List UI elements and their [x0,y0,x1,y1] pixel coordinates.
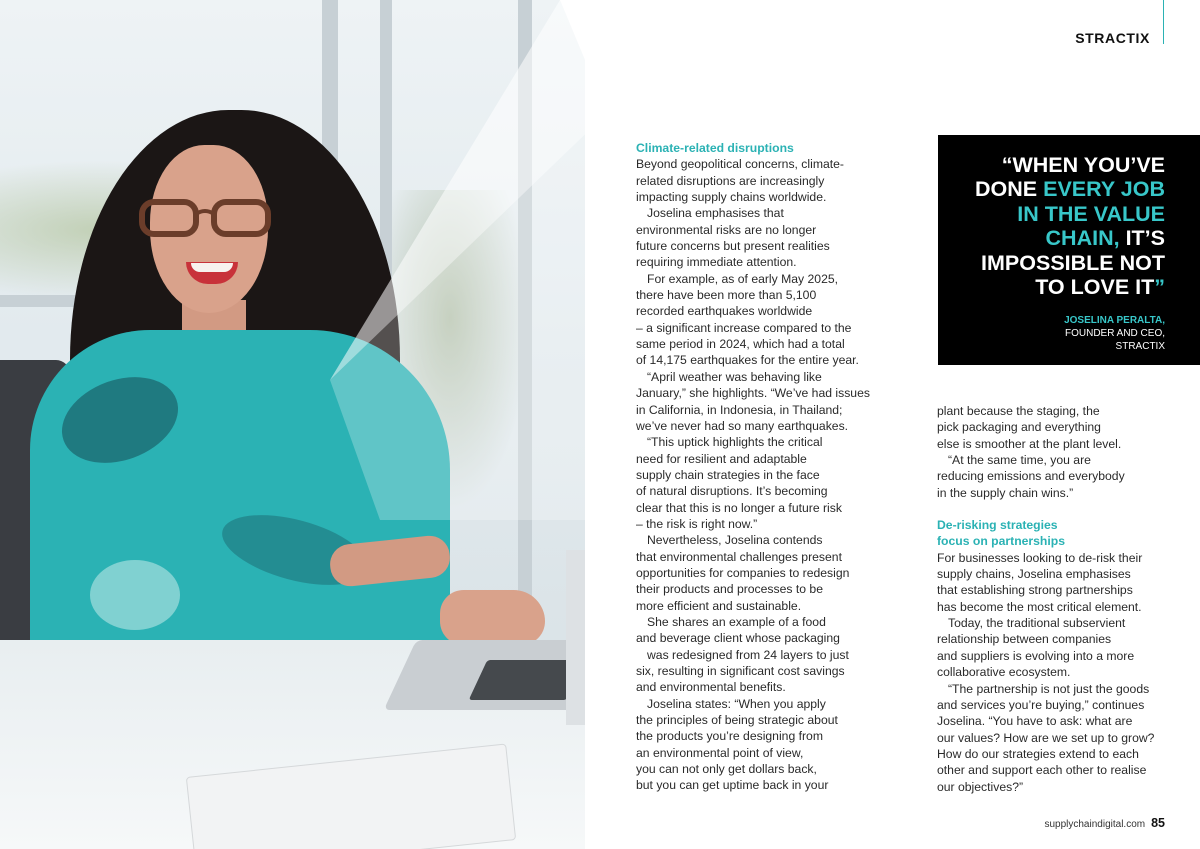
body-text-line: recorded earthquakes worldwide [636,304,813,319]
pull-quote-line [935,251,1165,275]
quote-author-company: STRACTIX [1115,340,1165,352]
body-text-line: other and support each other to realise [937,763,1147,778]
body-text-line: of 14,175 earthquakes for the entire year. [636,353,859,368]
pull-quote-segment: “WHEN YOU’VE [1001,153,1165,177]
body-text-line: relationship between companies [937,632,1112,647]
body-text-line: our objectives?” [937,779,1024,794]
body-text-line: impacting supply chains worldwide. [636,190,827,205]
body-text-line: “At the same time, you are [948,453,1091,468]
body-text-line: in California, in Indonesia, in Thailand; [636,402,843,417]
body-text-line: has become the most critical element. [937,599,1142,614]
body-text-line: January,” she highlights. “We’ve had issues [636,386,870,401]
body-text-line: How do our strategies extend to each [937,746,1139,761]
section-subheading: De-risking strategies [937,518,1058,533]
body-text-line: related disruptions are increasingly [636,173,825,188]
page-footer [1044,816,1165,830]
pull-quote-highlight: ” [1154,275,1165,300]
article-column-1 [636,140,876,794]
body-text-line: environmental risks are no longer [636,222,817,237]
page-number: 85 [1151,816,1165,830]
body-text-line: there have been more than 5,100 [636,288,817,303]
body-text-line: that establishing strong partnerships [937,583,1133,598]
pull-quote-segment: IMPOSSIBLE NOT [981,250,1165,275]
body-text-line: of natural disruptions. It’s becoming [636,484,828,499]
pull-quote-line [935,153,1165,177]
body-text-line: else is smoother at the plant level. [937,436,1122,451]
body-text-line: our values? How are we set up to grow? [937,730,1155,745]
pull-quote-highlight: CHAIN, [1045,226,1120,251]
body-text-line: – a significant increase compared to the [636,320,852,335]
brand-name: STRACTIX [1075,30,1150,46]
body-text-line: an environmental point of view, [636,745,804,760]
body-text-line: Beyond geopolitical concerns, climate- [636,157,844,172]
body-text-line: She shares an example of a food [647,614,826,629]
body-text-line: For example, as of early May 2025, [647,271,839,286]
body-text-line: need for resilient and adaptable [636,451,807,466]
footer-site: supplychaindigital.com [1044,819,1146,830]
pull-quote-highlight: EVERY JOB [1043,177,1165,202]
pull-quote-highlight: IN THE VALUE [1017,201,1165,226]
body-text-line: in the supply chain wins.” [937,485,1074,500]
pull-quote-segment: TO LOVE IT [1035,275,1155,300]
body-text-line: opportunities for companies to redesign [636,565,850,580]
body-text-line: we’ve never had so many earthquakes. [636,418,849,433]
body-text-line: same period in 2024, which had a total [636,337,845,352]
body-text-line: the products you’re designing from [636,729,823,744]
body-text-line: “This uptick highlights the critical [647,435,823,450]
body-text-line: collaborative ecosystem. [937,665,1071,680]
brand-accent-rule [1163,0,1164,44]
body-text-line: Joselina emphasises that [647,206,784,221]
body-text-line: six, resulting in significant cost savings [636,664,845,678]
body-text-line: Today, the traditional subservient [948,616,1126,631]
pull-quote-line [935,275,1165,299]
quote-author-role: FOUNDER AND CEO, [1064,327,1165,339]
body-text-line: For businesses looking to de-risk their [937,550,1143,565]
body-text-line: that environmental challenges present [636,549,842,564]
pull-quote-segment: DONE [975,177,1044,202]
paragraph-gap [937,501,1167,517]
body-text-line: reducing emissions and everybody [937,469,1125,484]
body-text-line: the principles of being strategic about [636,713,838,728]
body-text-line: Joselina. “You have to ask: what are [937,714,1133,729]
pull-quote-text [935,153,1165,299]
body-text-line: – the risk is right now.” [636,516,758,531]
body-text-line: was redesigned from 24 layers to just [647,647,849,662]
body-text-line: Nevertheless, Joselina contends [647,533,823,548]
body-text-line: pick packaging and everything [937,420,1101,435]
body-text-line: requiring immediate attention. [636,255,797,270]
body-text-line: supply chain strategies in the face [636,467,820,482]
pull-quote-segment: IT’S [1119,226,1165,251]
body-text-line: and services you’re buying,” continues [937,697,1145,712]
pull-quote-attribution [1064,315,1165,353]
body-text-line: plant because the staging, the [937,404,1100,418]
body-text-line: supply chains, Joselina emphasises [937,567,1131,582]
body-text-line: future concerns but present realities [636,239,830,254]
body-text-line: “The partnership is not just the goods [948,681,1150,696]
pull-quote-box [938,135,1200,365]
pull-quote-line [935,177,1165,201]
body-text-line: more efficient and sustainable. [636,598,802,613]
pull-quote-line [935,226,1165,250]
quote-author-name: JOSELINA PERALTA, [1064,315,1165,326]
body-text-line: you can not only get dollars back, [636,762,817,777]
body-text-line: and suppliers is evolving into a more [937,648,1135,663]
body-text-line: their products and processes to be [636,582,823,597]
pull-quote-line [935,202,1165,226]
body-text-line: Joselina states: “When you apply [647,696,826,711]
body-text-line: but you can get uptime back in your [636,778,829,793]
body-text-line: “April weather was behaving like [647,369,822,384]
section-subheading: focus on partnerships [937,534,1065,549]
article-column-2 [937,403,1167,795]
section-subheading: Climate-related disruptions [636,141,794,155]
body-text-line: and beverage client whose packaging [636,631,840,646]
body-text-line: clear that this is no longer a future risk [636,500,842,515]
body-text-line: and environmental benefits. [636,680,786,695]
